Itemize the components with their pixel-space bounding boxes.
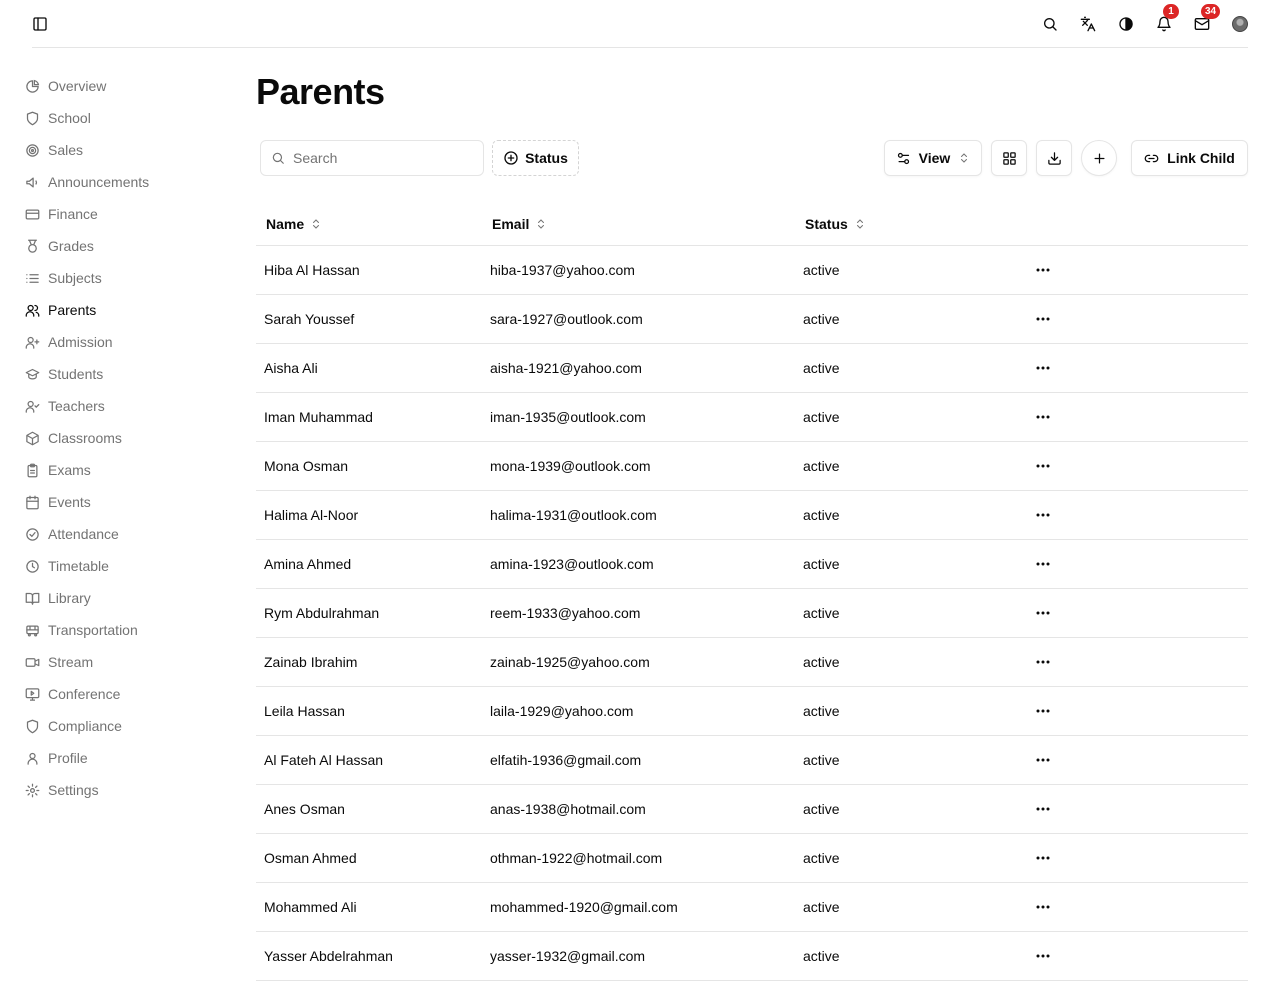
table-row[interactable] (256, 686, 1248, 735)
users-icon (24, 302, 40, 318)
sort-icon (310, 217, 322, 231)
sidebar-item-label: Settings (48, 782, 99, 798)
column-label: Status (805, 216, 848, 233)
main-content (256, 60, 1248, 964)
view-label: View (918, 150, 951, 166)
sidebar-item-label: Overview (48, 78, 107, 94)
cell-email: othman-1922@hotmail.com (482, 833, 795, 882)
sidebar-item-label: Students (48, 366, 104, 382)
list-icon (24, 270, 40, 286)
sidebar-item-school[interactable] (20, 102, 220, 134)
table-row[interactable] (256, 343, 1248, 392)
table-row[interactable] (256, 882, 1248, 931)
cell-status: active (795, 441, 1029, 490)
cell-email: elfatih-1936@gmail.com (482, 735, 795, 784)
book-open-icon (24, 590, 40, 606)
top-actions (1038, 6, 1252, 36)
sidebar-item-profile[interactable] (20, 742, 220, 774)
status-filter-label: Status (525, 150, 568, 166)
sort-icon (535, 217, 547, 231)
table-row[interactable] (256, 392, 1248, 441)
link-icon (1144, 151, 1159, 166)
more-horizontal-icon (1036, 611, 1050, 615)
row-actions-button[interactable] (1029, 501, 1057, 529)
cell-email: iman-1935@outlook.com (482, 392, 795, 441)
check-circle-icon (24, 526, 40, 542)
table-row[interactable] (256, 784, 1248, 833)
row-actions-button[interactable] (1029, 746, 1057, 774)
download-icon (1047, 151, 1062, 166)
theme-toggle-button[interactable] (1114, 12, 1138, 36)
row-actions-button[interactable] (1029, 697, 1057, 725)
sidebar-item-label: Finance (48, 206, 98, 222)
row-actions-button[interactable] (1029, 599, 1057, 627)
row-actions-button[interactable] (1029, 452, 1057, 480)
calendar-icon (24, 494, 40, 510)
row-actions-button[interactable] (1029, 550, 1057, 578)
more-horizontal-icon (1036, 856, 1050, 860)
box-icon (24, 430, 40, 446)
cell-status: active (795, 686, 1029, 735)
cell-email: reem-1933@yahoo.com (482, 588, 795, 637)
row-actions-button[interactable] (1029, 648, 1057, 676)
sidebar-toggle-button[interactable] (28, 12, 52, 36)
sidebar-item-classrooms[interactable] (20, 422, 220, 454)
video-icon (24, 654, 40, 670)
sort-icon (854, 217, 866, 231)
row-actions-button[interactable] (1029, 403, 1057, 431)
sidebar-item-label: Stream (48, 654, 94, 670)
more-horizontal-icon (1036, 758, 1050, 762)
search-icon (1042, 16, 1058, 32)
sidebar-item-parents[interactable] (20, 294, 220, 326)
sidebar-item-label: Profile (48, 750, 88, 766)
cell-status: active (795, 245, 1029, 294)
sidebar-item-label: Attendance (48, 526, 119, 542)
notifications-button[interactable] (1152, 6, 1176, 36)
more-horizontal-icon (1036, 709, 1050, 713)
grid-view-button[interactable] (991, 140, 1027, 176)
cell-name: Zainab Ibrahim (256, 637, 482, 686)
sidebar-item-finance[interactable] (20, 198, 220, 230)
more-horizontal-icon (1036, 513, 1050, 517)
graduation-cap-icon (24, 366, 40, 382)
cell-status: active (795, 637, 1029, 686)
sidebar-item-admission[interactable] (20, 326, 220, 358)
sidebar-item-compliance[interactable] (20, 710, 220, 742)
row-actions-button[interactable] (1029, 795, 1057, 823)
more-horizontal-icon (1036, 807, 1050, 811)
table-row[interactable] (256, 637, 1248, 686)
sidebar (20, 70, 220, 806)
sidebar-item-label: Subjects (48, 270, 102, 286)
sidebar-item-timetable[interactable] (20, 550, 220, 582)
cell-name: Yasser Abdelrahman (256, 931, 482, 980)
more-horizontal-icon (1036, 415, 1050, 419)
cell-name: Leila Hassan (256, 686, 482, 735)
cell-status: active (795, 931, 1029, 980)
more-horizontal-icon (1036, 905, 1050, 909)
table-row[interactable] (256, 833, 1248, 882)
sidebar-item-label: Conference (48, 686, 121, 702)
sidebar-item-label: Events (48, 494, 91, 510)
sidebar-item-events[interactable] (20, 486, 220, 518)
user-menu-button[interactable] (1228, 12, 1252, 36)
more-horizontal-icon (1036, 268, 1050, 272)
table-row[interactable] (256, 539, 1248, 588)
sidebar-item-label: Compliance (48, 718, 122, 734)
languages-icon (1080, 16, 1096, 32)
cell-email: mona-1939@outlook.com (482, 441, 795, 490)
column-label: Name (266, 216, 305, 233)
cell-name: Osman Ahmed (256, 833, 482, 882)
link-child-label: Link Child (1167, 150, 1235, 166)
sidebar-item-sales[interactable] (20, 134, 220, 166)
row-actions-button[interactable] (1029, 256, 1057, 284)
cell-name: Al Fateh Al Hassan (256, 735, 482, 784)
cell-email: amina-1923@outlook.com (482, 539, 795, 588)
table-row[interactable] (256, 588, 1248, 637)
shield-icon (24, 110, 40, 126)
cell-name: Anes Osman (256, 784, 482, 833)
sidebar-item-label: Transportation (48, 622, 138, 638)
column-header-status[interactable] (795, 204, 1029, 245)
column-header-email[interactable] (482, 204, 795, 245)
cell-name: Halima Al-Noor (256, 490, 482, 539)
sidebar-item-grades[interactable] (20, 230, 220, 262)
table-row[interactable] (256, 490, 1248, 539)
cell-email: anas-1938@hotmail.com (482, 784, 795, 833)
table-row[interactable] (256, 294, 1248, 343)
top-bar (0, 0, 1280, 48)
sidebar-item-overview[interactable] (20, 70, 220, 102)
sidebar-item-announcements[interactable] (20, 166, 220, 198)
table-row[interactable] (256, 245, 1248, 294)
more-horizontal-icon (1036, 660, 1050, 664)
sidebar-item-label: Parents (48, 302, 97, 318)
cell-name: Rym Abdulrahman (256, 588, 482, 637)
cell-name: Mohammed Ali (256, 882, 482, 931)
cell-email: zainab-1925@yahoo.com (482, 637, 795, 686)
download-button[interactable] (1036, 140, 1072, 176)
cell-status: active (795, 294, 1029, 343)
cell-status: active (795, 833, 1029, 882)
cell-name: Hiba Al Hassan (256, 245, 482, 294)
sidebar-item-transportation[interactable] (20, 614, 220, 646)
row-actions-button[interactable] (1029, 844, 1057, 872)
shield-check-icon (24, 718, 40, 734)
cell-status: active (795, 392, 1029, 441)
sidebar-item-label: Classrooms (48, 430, 122, 446)
cell-status: active (795, 735, 1029, 784)
sidebar-item-label: Announcements (48, 174, 150, 190)
messages-button[interactable] (1190, 6, 1217, 36)
more-horizontal-icon (1036, 317, 1050, 321)
medal-icon (24, 238, 40, 254)
column-label: Email (492, 216, 530, 233)
cell-status: active (795, 343, 1029, 392)
table-toolbar (256, 140, 1248, 178)
search-icon (271, 151, 285, 165)
clock-icon (24, 558, 40, 574)
messages-badge: 34 (1201, 4, 1220, 19)
cell-name: Aisha Ali (256, 343, 482, 392)
sidebar-item-label: Exams (48, 462, 91, 478)
table-row[interactable] (256, 441, 1248, 490)
sidebar-item-teachers[interactable] (20, 390, 220, 422)
cell-name: Amina Ahmed (256, 539, 482, 588)
presentation-icon (24, 686, 40, 702)
cell-email: aisha-1921@yahoo.com (482, 343, 795, 392)
divider (32, 47, 1248, 48)
user-check-icon (24, 398, 40, 414)
cell-email: yasser-1932@gmail.com (482, 931, 795, 980)
cell-name: Mona Osman (256, 441, 482, 490)
sidebar-item-library[interactable] (20, 582, 220, 614)
row-actions-button[interactable] (1029, 354, 1057, 382)
cell-status: active (795, 490, 1029, 539)
cell-name: Iman Muhammad (256, 392, 482, 441)
add-parent-button[interactable] (1081, 140, 1117, 176)
avatar (1232, 16, 1248, 32)
language-button[interactable] (1076, 12, 1100, 36)
link-child-button[interactable] (1131, 140, 1248, 176)
search-input[interactable] (293, 150, 463, 166)
target-icon (24, 142, 40, 158)
credit-card-icon (24, 206, 40, 222)
pie-chart-icon (24, 78, 40, 94)
cell-status: active (795, 882, 1029, 931)
panel-left-icon (32, 16, 48, 32)
cell-email: halima-1931@outlook.com (482, 490, 795, 539)
cell-status: active (795, 539, 1029, 588)
sidebar-item-attendance[interactable] (20, 518, 220, 550)
cell-status: active (795, 784, 1029, 833)
sidebar-item-label: Timetable (48, 558, 109, 574)
user-plus-icon (24, 334, 40, 350)
more-horizontal-icon (1036, 464, 1050, 468)
sidebar-item-students[interactable] (20, 358, 220, 390)
clipboard-icon (24, 462, 40, 478)
toolbar-actions (884, 140, 1248, 176)
grid-icon (1002, 151, 1017, 166)
sidebar-item-subjects[interactable] (20, 262, 220, 294)
row-actions-button[interactable] (1029, 942, 1057, 970)
sidebar-item-settings[interactable] (20, 774, 220, 806)
sidebar-item-label: Admission (48, 334, 113, 350)
more-horizontal-icon (1036, 562, 1050, 566)
sidebar-item-conference[interactable] (20, 678, 220, 710)
sidebar-item-label: Teachers (48, 398, 105, 414)
column-header-name[interactable] (256, 204, 482, 245)
plus-icon (1092, 151, 1107, 166)
cell-status: active (795, 588, 1029, 637)
search-box[interactable] (260, 140, 484, 176)
more-horizontal-icon (1036, 954, 1050, 958)
sidebar-item-label: Sales (48, 142, 84, 158)
notifications-badge: 1 (1163, 4, 1179, 19)
bus-icon (24, 622, 40, 638)
sidebar-item-exams[interactable] (20, 454, 220, 486)
cell-email: hiba-1937@yahoo.com (482, 245, 795, 294)
contrast-icon (1118, 16, 1134, 32)
megaphone-icon (24, 174, 40, 190)
cell-email: laila-1929@yahoo.com (482, 686, 795, 735)
cell-email: sara-1927@outlook.com (482, 294, 795, 343)
table-row[interactable] (256, 735, 1248, 784)
search-button[interactable] (1038, 12, 1062, 36)
column-header-actions (1029, 204, 1248, 245)
row-actions-button[interactable] (1029, 893, 1057, 921)
sliders-icon (896, 151, 911, 166)
table-row[interactable] (256, 931, 1248, 980)
more-horizontal-icon (1036, 366, 1050, 370)
cell-name: Sarah Youssef (256, 294, 482, 343)
cell-email: mohammed-1920@gmail.com (482, 882, 795, 931)
view-options-button[interactable] (884, 140, 982, 176)
page-title: Parents (256, 71, 385, 112)
sidebar-item-stream[interactable] (20, 646, 220, 678)
sidebar-item-label: Grades (48, 238, 94, 254)
chevrons-up-down-icon (958, 151, 970, 165)
gear-icon (24, 782, 40, 798)
row-actions-button[interactable] (1029, 305, 1057, 333)
user-icon (24, 750, 40, 766)
sidebar-item-label: School (48, 110, 91, 126)
parents-table (256, 204, 1248, 981)
status-filter-button[interactable] (492, 140, 579, 176)
sidebar-item-label: Library (48, 590, 91, 606)
table-header-row (256, 204, 1248, 245)
plus-circle-icon (503, 150, 519, 166)
